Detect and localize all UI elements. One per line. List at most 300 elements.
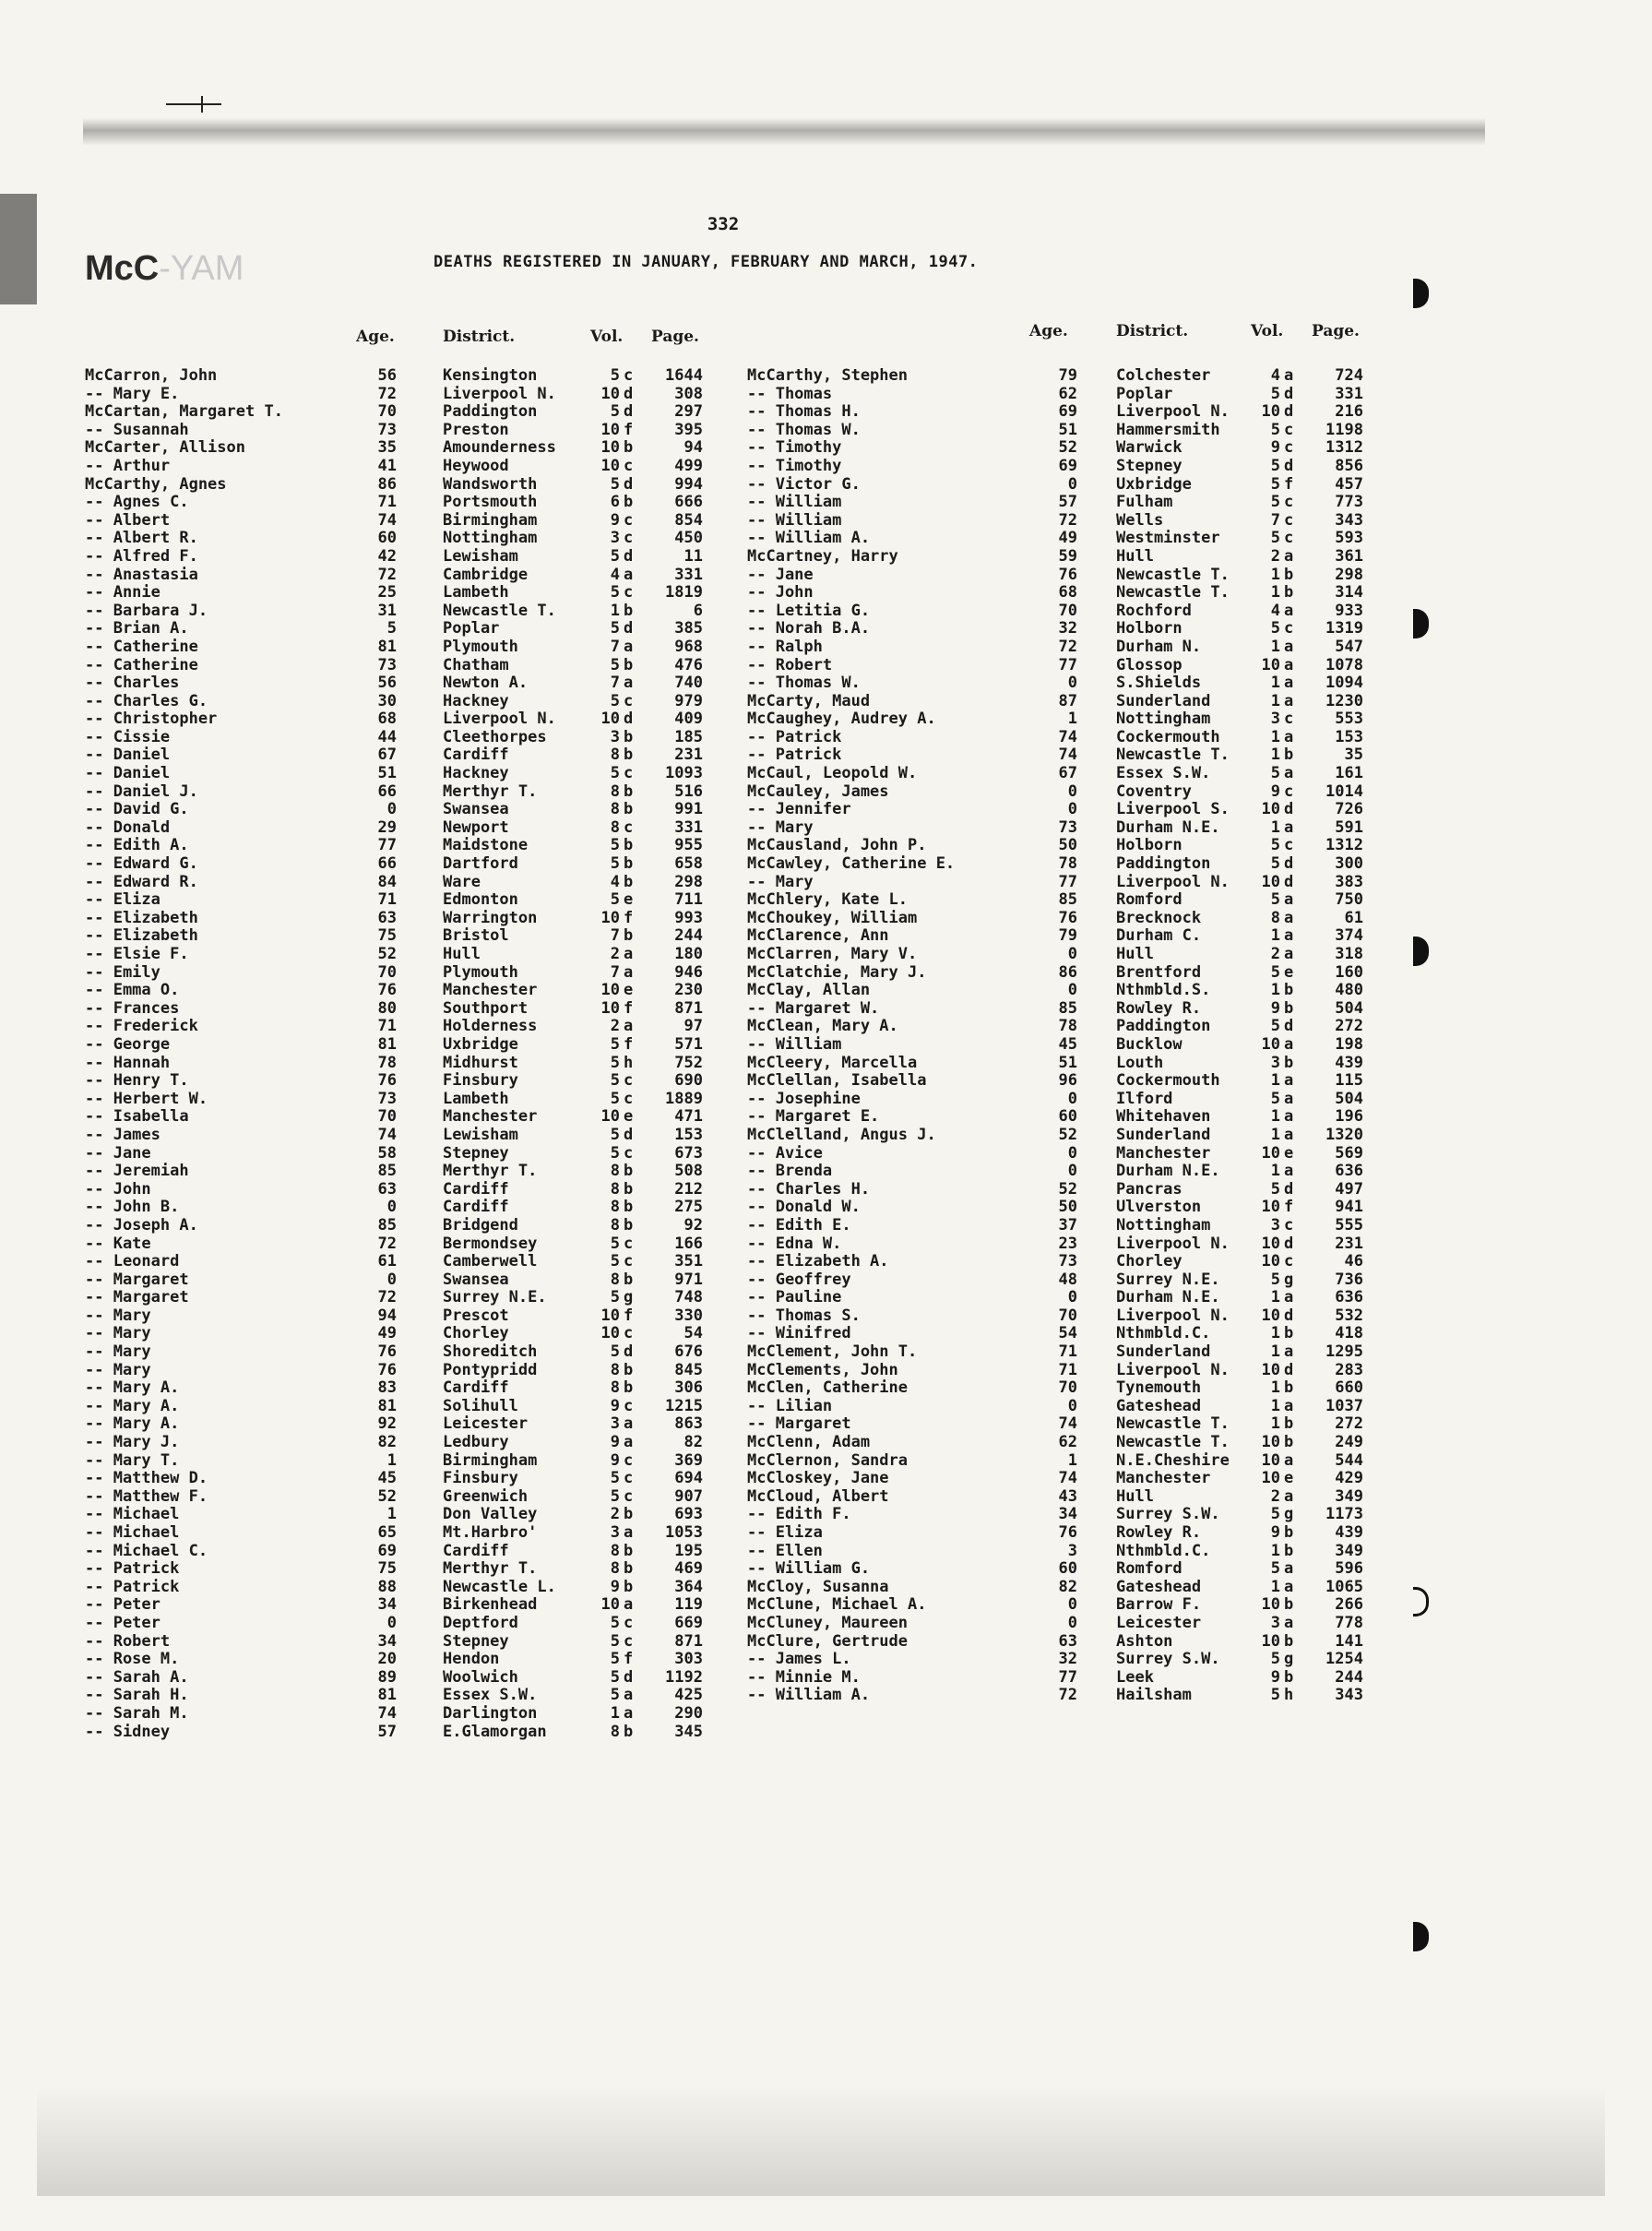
list-item <box>747 367 1393 386</box>
entry-name: -- Anastasia <box>85 565 198 584</box>
entry-name: -- Margaret <box>85 1270 189 1289</box>
entry-volume: 7 <box>1270 510 1280 530</box>
entry-name: McCloy, Susanna <box>747 1577 889 1596</box>
entry-page: 161 <box>1335 764 1363 783</box>
entry-volume-section: e <box>624 981 634 1000</box>
entry-page: 94 <box>683 438 703 458</box>
entry-name: -- Mary <box>747 872 814 891</box>
entry-age: 1 <box>1067 1450 1077 1470</box>
entry-name: -- Eliza <box>747 1523 823 1542</box>
entry-district: Paddington <box>1116 854 1211 874</box>
entry-age: 74 <box>377 510 397 530</box>
entry-age: 0 <box>1067 800 1077 819</box>
list-item <box>85 674 721 693</box>
list-item <box>85 1145 721 1163</box>
entry-volume-section: g <box>624 1288 634 1307</box>
entry-volume: 8 <box>1270 908 1280 927</box>
list-item <box>747 1470 1393 1488</box>
entry-volume: 5 <box>610 1486 620 1506</box>
entry-volume-section: b <box>624 1541 634 1560</box>
entry-volume-section: d <box>624 384 634 403</box>
entry-name: -- Arthur <box>85 456 171 475</box>
entry-age: 71 <box>377 890 397 910</box>
entry-volume: 1 <box>1270 1125 1280 1144</box>
entry-age: 72 <box>377 1288 397 1307</box>
entry-volume-section: c <box>1284 438 1294 458</box>
entry-district: Hammersmith <box>1116 420 1220 439</box>
list-item <box>747 783 1393 802</box>
entry-age: 88 <box>377 1577 397 1596</box>
entry-volume: 10 <box>1261 655 1280 674</box>
scan-bottom-edge <box>37 2085 1605 2196</box>
entry-age: 0 <box>1067 474 1077 494</box>
right-age-header: Age. <box>1029 322 1068 340</box>
entry-age: 74 <box>1058 1469 1077 1488</box>
entry-name: -- Peter <box>85 1613 160 1632</box>
list-item <box>747 602 1393 621</box>
entry-volume: 9 <box>1270 438 1280 458</box>
entry-page: 773 <box>1335 493 1363 512</box>
entry-volume: 8 <box>610 1270 620 1289</box>
entry-age: 5 <box>386 619 397 638</box>
entry-district: Woolwich <box>443 1667 518 1687</box>
entry-volume: 4 <box>1270 601 1280 620</box>
list-item <box>747 1633 1393 1652</box>
binding-hole-icon <box>1413 1922 1429 1951</box>
list-item <box>85 1055 721 1073</box>
list-item <box>85 1452 721 1471</box>
entry-page: 361 <box>1335 546 1363 566</box>
entry-volume: 1 <box>1270 746 1280 765</box>
list-item <box>85 801 721 819</box>
entry-age: 85 <box>1058 890 1077 910</box>
entry-volume-section: c <box>624 691 634 710</box>
entry-district: Durham N.E. <box>1116 817 1220 837</box>
entry-volume-section: d <box>624 619 634 638</box>
entry-page: 1037 <box>1325 1396 1363 1415</box>
list-item <box>747 674 1393 693</box>
entry-age: 61 <box>377 1252 397 1271</box>
left-age-header: Age. <box>356 328 395 346</box>
entry-name: -- Agnes C. <box>85 493 189 512</box>
entry-volume: 1 <box>1270 691 1280 710</box>
entry-page: 275 <box>674 1198 703 1217</box>
entry-age: 85 <box>1058 998 1077 1018</box>
entry-volume: 5 <box>1270 493 1280 512</box>
entry-page: 97 <box>683 1017 703 1036</box>
entry-age: 0 <box>1067 1396 1077 1415</box>
list-item <box>85 1633 721 1652</box>
list-item <box>747 746 1393 765</box>
entry-volume: 7 <box>610 637 620 656</box>
entry-name: -- Mary T. <box>85 1450 180 1470</box>
entry-name: -- Jennifer <box>747 800 851 819</box>
entry-age: 69 <box>1058 402 1077 422</box>
entry-district: Nottingham <box>1116 710 1211 729</box>
entry-district: Holborn <box>1116 836 1183 855</box>
list-item <box>747 1560 1393 1579</box>
entry-page: 212 <box>674 1179 703 1199</box>
entry-volume: 9 <box>610 510 620 530</box>
entry-district: Greenwich <box>443 1486 529 1506</box>
entry-volume-section: f <box>624 1306 634 1325</box>
entry-district: Cockermouth <box>1116 727 1220 746</box>
entry-volume-section: c <box>624 1469 634 1488</box>
list-item <box>747 567 1393 585</box>
entry-volume-section: c <box>1284 1215 1294 1235</box>
entry-age: 0 <box>1067 1089 1077 1108</box>
entry-district: Whitehaven <box>1116 1107 1211 1127</box>
entry-district: Uxbridge <box>1116 474 1192 494</box>
entry-name: McCloskey, Jane <box>747 1469 889 1488</box>
entry-volume: 5 <box>1270 420 1280 439</box>
entry-volume-section: b <box>624 438 634 458</box>
entry-volume: 5 <box>610 655 620 674</box>
entry-age: 76 <box>377 1360 397 1379</box>
entry-age: 37 <box>1058 1215 1077 1235</box>
entry-volume: 10 <box>600 456 620 475</box>
entry-page: 1889 <box>665 1089 703 1108</box>
entry-district: Paddington <box>443 402 538 422</box>
entry-age: 81 <box>377 1396 397 1415</box>
list-item <box>85 783 721 802</box>
entry-name: -- Edith F. <box>747 1505 851 1524</box>
entry-age: 81 <box>377 637 397 656</box>
entry-age: 3 <box>1067 1541 1077 1560</box>
entry-district: Leicester <box>443 1414 529 1434</box>
entry-age: 63 <box>1058 1631 1077 1651</box>
entry-page: 571 <box>674 1034 703 1054</box>
entry-age: 72 <box>377 565 397 584</box>
entry-district: Manchester <box>1116 1469 1211 1488</box>
entry-district: Merthyr T. <box>443 1559 538 1579</box>
entry-volume: 5 <box>610 583 620 602</box>
entry-age: 43 <box>1058 1486 1077 1506</box>
entry-page: 331 <box>1335 384 1363 403</box>
entry-district: Surrey S.W. <box>1116 1650 1220 1669</box>
entry-district: Newcastle T. <box>1116 565 1230 584</box>
list-item <box>85 548 721 567</box>
entry-page: 244 <box>674 926 703 946</box>
entry-volume-section: a <box>1284 601 1294 620</box>
entry-page: 516 <box>674 781 703 801</box>
entry-page: 504 <box>1335 1089 1363 1108</box>
entry-name: -- Robert <box>85 1631 171 1651</box>
entry-district: Pontypridd <box>443 1360 538 1379</box>
entry-volume: 3 <box>610 1414 620 1434</box>
entry-volume-section: d <box>624 1342 634 1362</box>
entry-volume-section: a <box>624 1017 634 1036</box>
entry-volume: 5 <box>610 1252 620 1271</box>
entry-volume-section: a <box>1284 727 1294 746</box>
entry-district: Solihull <box>443 1396 518 1415</box>
entry-district: Stepney <box>443 1143 509 1163</box>
index-range-end: -YAM <box>159 249 244 288</box>
entry-page: 1014 <box>1325 781 1363 801</box>
entry-volume-section: a <box>1284 1089 1294 1108</box>
entry-name: -- Minnie M. <box>747 1667 861 1687</box>
entry-age: 49 <box>1058 529 1077 548</box>
entry-volume-section: a <box>1284 1107 1294 1127</box>
entry-name: McCartney, Harry <box>747 546 898 566</box>
entry-district: Hackney <box>443 764 509 783</box>
entry-volume: 5 <box>610 1342 620 1362</box>
entry-district: Durham N.E. <box>1116 1162 1220 1181</box>
list-item <box>747 1596 1393 1615</box>
entry-district: Bucklow <box>1116 1034 1183 1054</box>
entry-name: -- Catherine <box>85 655 198 674</box>
entry-volume-section: a <box>1284 908 1294 927</box>
entry-page: 669 <box>674 1613 703 1632</box>
list-item <box>85 458 721 476</box>
list-item <box>85 1181 721 1199</box>
entry-page: 306 <box>674 1378 703 1398</box>
entry-district: Liverpool N. <box>1116 1360 1230 1379</box>
entry-district: Louth <box>1116 1053 1164 1072</box>
entry-district: Nottingham <box>443 529 538 548</box>
entry-name: -- Avice <box>747 1143 823 1163</box>
entry-district: Prescot <box>443 1306 509 1325</box>
entry-district: Birmingham <box>443 510 538 530</box>
entry-district: Surrey N.E. <box>443 1288 547 1307</box>
entry-volume-section: g <box>1284 1270 1294 1289</box>
entry-age: 71 <box>377 493 397 512</box>
binding-hole-icon <box>1413 279 1429 308</box>
entry-name: -- Christopher <box>85 710 218 729</box>
entry-volume: 5 <box>610 691 620 710</box>
entry-district: Nthmbld.S. <box>1116 981 1211 1000</box>
entry-age: 72 <box>1058 1686 1077 1705</box>
list-item <box>747 1343 1393 1362</box>
entry-volume-section: b <box>1284 746 1294 765</box>
entry-district: Durham N. <box>1116 637 1202 656</box>
entry-age: 70 <box>377 402 397 422</box>
entry-district: Liverpool N. <box>1116 872 1230 891</box>
binding-hole-icon <box>1413 937 1429 966</box>
entry-page: 1819 <box>665 583 703 602</box>
entry-district: Chatham <box>443 655 509 674</box>
entry-age: 51 <box>377 764 397 783</box>
list-item <box>747 819 1393 838</box>
entry-district: Cardiff <box>443 1198 509 1217</box>
entry-page: 907 <box>674 1486 703 1506</box>
entry-district: N.E.Cheshire <box>1116 1450 1230 1470</box>
list-item <box>747 1145 1393 1163</box>
entry-page: 946 <box>674 962 703 982</box>
entry-name: McClure, Gertrude <box>747 1631 908 1651</box>
entry-volume: 2 <box>1270 546 1280 566</box>
entry-page: 941 <box>1335 1198 1363 1217</box>
entry-age: 31 <box>377 601 397 620</box>
entry-name: McCarty, Maud <box>747 691 871 710</box>
entry-district: Portsmouth <box>443 493 538 512</box>
entry-age: 81 <box>377 1034 397 1054</box>
list-item <box>747 1488 1393 1507</box>
entry-name: -- Thomas H. <box>747 402 861 422</box>
entry-volume: 3 <box>1270 1053 1280 1072</box>
entry-district: Newcastle T. <box>1116 1433 1230 1452</box>
entry-age: 71 <box>377 1017 397 1036</box>
entry-volume: 3 <box>1270 710 1280 729</box>
entry-district: Leek <box>1116 1667 1154 1687</box>
entry-volume-section: b <box>1284 1414 1294 1434</box>
entry-page: 1094 <box>1325 674 1363 693</box>
entry-name: -- Charles H. <box>747 1179 871 1199</box>
entry-page: 216 <box>1335 402 1363 422</box>
entry-name: -- Mary A. <box>85 1414 180 1434</box>
entry-volume: 10 <box>600 1324 620 1343</box>
entry-volume: 1 <box>1270 1162 1280 1181</box>
entry-volume: 10 <box>600 710 620 729</box>
entry-district: Bristol <box>443 926 509 946</box>
entry-page: 1053 <box>665 1523 703 1542</box>
entry-volume-section: a <box>1284 1125 1294 1144</box>
entry-page: 660 <box>1335 1378 1363 1398</box>
entry-name: -- Ellen <box>747 1541 823 1560</box>
entry-page: 740 <box>674 674 703 693</box>
entry-volume: 10 <box>1261 1433 1280 1452</box>
entry-page: 429 <box>1335 1469 1363 1488</box>
entry-name: -- Thomas W. <box>747 420 861 439</box>
entry-age: 44 <box>377 727 397 746</box>
entry-volume: 10 <box>1261 1306 1280 1325</box>
entry-district: Liverpool N. <box>1116 1234 1230 1253</box>
entry-volume: 5 <box>1270 456 1280 475</box>
entry-page: 693 <box>674 1505 703 1524</box>
list-item <box>85 1108 721 1127</box>
entry-district: Cardiff <box>443 1378 509 1398</box>
entry-name: -- Jane <box>85 1143 151 1163</box>
entry-district: Stepney <box>443 1631 509 1651</box>
entry-district: Nthmbld.C. <box>1116 1541 1211 1560</box>
entry-volume-section: d <box>624 402 634 422</box>
entry-page: 195 <box>674 1541 703 1560</box>
entry-volume: 10 <box>600 1306 620 1325</box>
entry-district: Manchester <box>1116 1143 1211 1163</box>
list-item <box>747 765 1393 783</box>
entry-age: 32 <box>1058 1650 1077 1669</box>
entry-district: Chorley <box>443 1324 509 1343</box>
entry-volume: 5 <box>1270 1686 1280 1705</box>
entry-name: McClement, John T. <box>747 1342 918 1362</box>
entry-district: Durham N.E. <box>1116 1288 1220 1307</box>
entry-age: 87 <box>1058 691 1077 710</box>
entry-volume-section: c <box>624 1324 634 1343</box>
entry-volume-section: a <box>1284 1559 1294 1579</box>
entry-page: 297 <box>674 402 703 422</box>
entry-page: 555 <box>1335 1215 1363 1235</box>
entry-volume: 8 <box>610 1541 620 1560</box>
entry-volume: 5 <box>1270 384 1280 403</box>
entry-name: McCartan, Margaret T. <box>85 402 283 422</box>
entry-page: 115 <box>1335 1071 1363 1091</box>
entry-name: McCaul, Leopold W. <box>747 764 918 783</box>
entry-volume: 5 <box>610 1613 620 1632</box>
entry-district: Cardiff <box>443 746 509 765</box>
entry-volume: 10 <box>1261 1143 1280 1163</box>
entry-volume: 10 <box>600 438 620 458</box>
entry-volume: 10 <box>1261 1469 1280 1488</box>
entry-name: McClarren, Mary V. <box>747 945 918 963</box>
list-item <box>85 530 721 548</box>
entry-volume: 7 <box>610 674 620 693</box>
entry-district: Cardiff <box>443 1541 509 1560</box>
entry-district: Midhurst <box>443 1053 518 1072</box>
left-entry-list <box>85 367 721 1741</box>
entry-volume-section: d <box>1284 872 1294 891</box>
entry-name: -- Frederick <box>85 1017 198 1036</box>
entry-age: 73 <box>1058 817 1077 837</box>
entry-district: Swansea <box>443 800 509 819</box>
list-item <box>747 927 1393 946</box>
list-item <box>85 746 721 765</box>
entry-page: 1320 <box>1325 1125 1363 1144</box>
entry-volume: 5 <box>610 1631 620 1651</box>
list-item <box>85 1217 721 1235</box>
entry-name: -- Barbara J. <box>85 601 208 620</box>
entry-name: -- Margaret <box>747 1414 851 1434</box>
entry-volume: 1 <box>610 1703 620 1723</box>
entry-volume: 5 <box>1270 1179 1280 1199</box>
entry-district: Liverpool N. <box>443 384 556 403</box>
entry-district: Finsbury <box>443 1071 518 1091</box>
entry-page: 636 <box>1335 1288 1363 1307</box>
entry-volume: 9 <box>1270 998 1280 1018</box>
entry-district: Newport <box>443 817 509 837</box>
entry-name: -- Thomas W. <box>747 674 861 693</box>
entry-volume-section: b <box>624 1162 634 1181</box>
list-item <box>747 422 1393 440</box>
entry-volume: 5 <box>1270 1650 1280 1669</box>
entry-district: Newcastle T. <box>1116 583 1230 602</box>
entry-volume-section: h <box>624 1053 634 1072</box>
entry-name: -- Joseph A. <box>85 1215 198 1235</box>
entry-volume-section: c <box>1284 781 1294 801</box>
entry-name: McCauley, James <box>747 781 889 801</box>
entry-page: 343 <box>1335 510 1363 530</box>
entry-age: 50 <box>1058 836 1077 855</box>
entry-volume: 5 <box>1270 962 1280 982</box>
entry-volume: 5 <box>610 854 620 874</box>
entry-page: 141 <box>1335 1631 1363 1651</box>
entry-page: 569 <box>1335 1143 1363 1163</box>
list-item <box>747 1579 1393 1597</box>
entry-volume: 5 <box>610 1071 620 1091</box>
entry-volume-section: b <box>624 601 634 620</box>
entry-age: 71 <box>1058 1360 1077 1379</box>
entry-volume-section: g <box>1284 1505 1294 1524</box>
entry-page: 993 <box>674 908 703 927</box>
list-item <box>85 819 721 838</box>
entry-volume-section: f <box>624 1034 634 1054</box>
entry-volume-section: b <box>624 872 634 891</box>
entry-age: 66 <box>377 781 397 801</box>
entry-district: Surrey S.W. <box>1116 1505 1220 1524</box>
entry-district: Surrey N.E. <box>1116 1270 1220 1289</box>
entry-name: -- Robert <box>747 655 833 674</box>
entry-district: Ulverston <box>1116 1198 1202 1217</box>
entry-page: 971 <box>674 1270 703 1289</box>
entry-volume: 1 <box>1270 1541 1280 1560</box>
entry-volume-section: b <box>624 1270 634 1289</box>
entry-name: -- Norah B.A. <box>747 619 871 638</box>
entry-age: 60 <box>1058 1107 1077 1127</box>
list-item <box>85 1362 721 1380</box>
entry-district: Liverpool N. <box>1116 1306 1230 1325</box>
list-item <box>747 801 1393 819</box>
entry-volume: 3 <box>610 529 620 548</box>
entry-name: -- Albert <box>85 510 171 530</box>
